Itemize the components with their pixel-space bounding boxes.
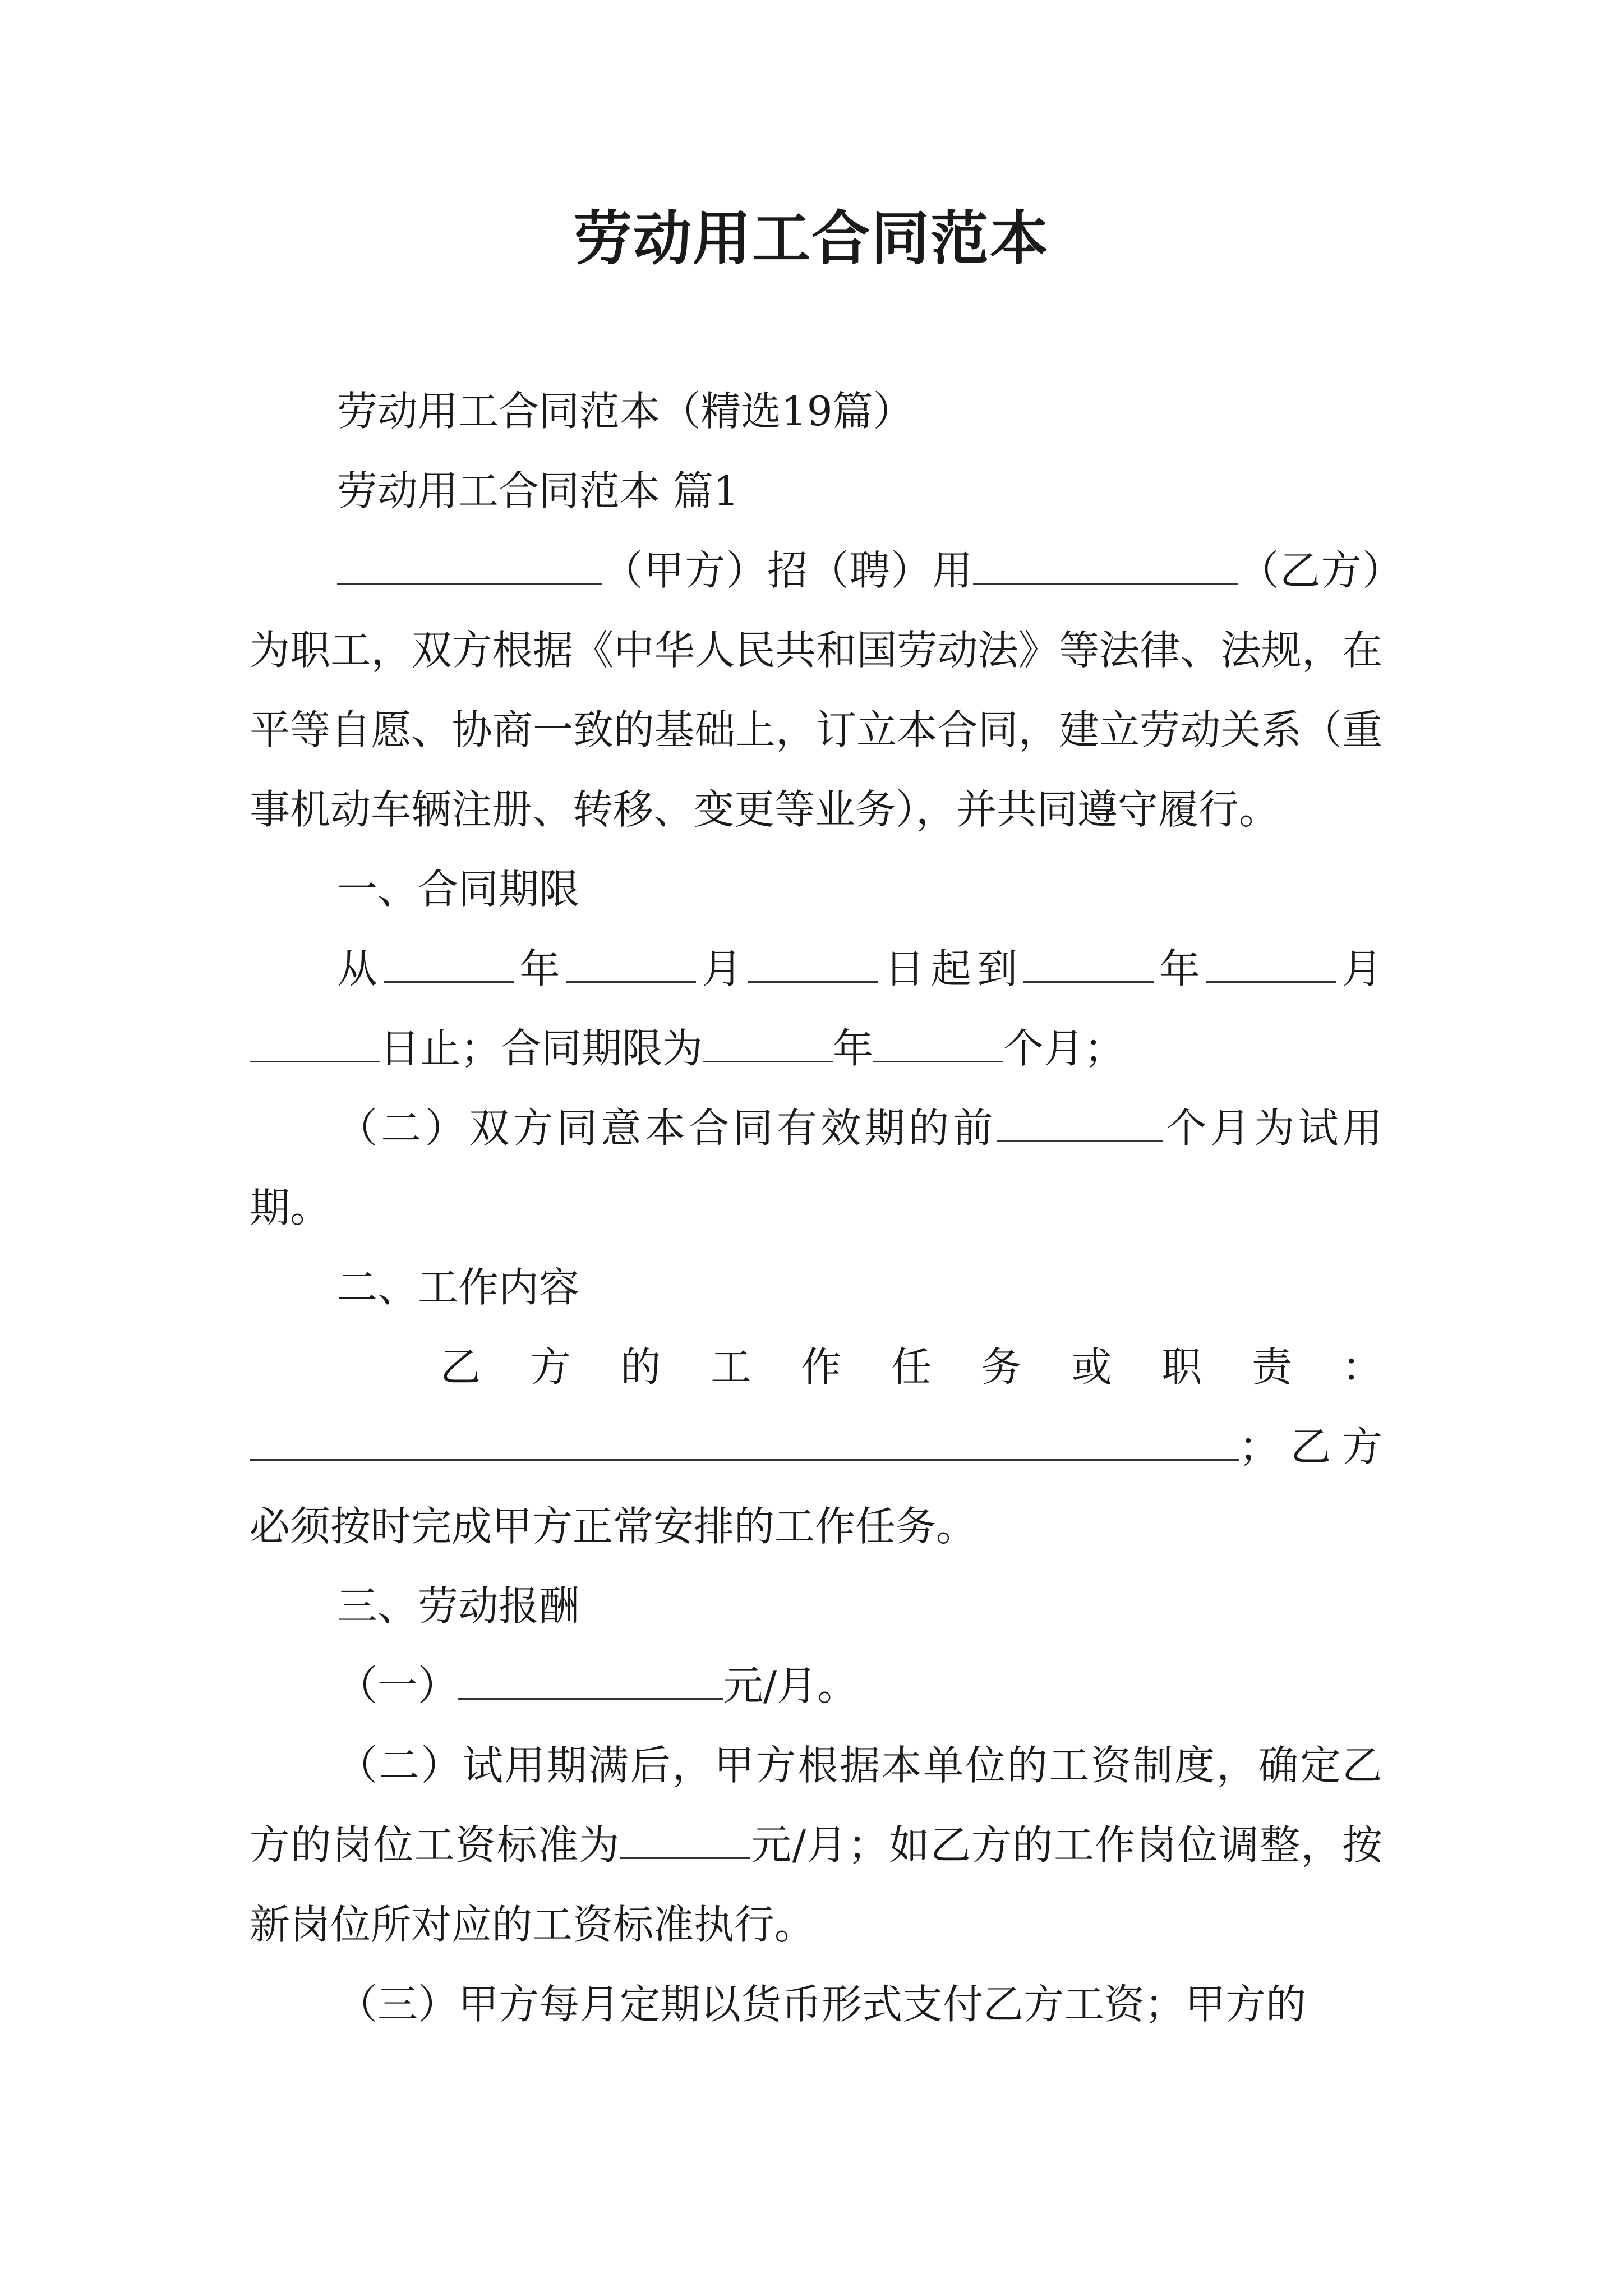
intro-paragraph [250, 531, 1382, 849]
pay-item-2-post: 元/月；如乙方的工作岗位调整，按新岗位所对应的工资标准执行。 [250, 1821, 1382, 1948]
duty-char: 责 [1252, 1343, 1293, 1391]
section-heading: 劳动用工合同范本 篇1 [337, 467, 739, 514]
term-day-end-label: 日止；合同期限为 [380, 1025, 703, 1072]
term-years-label: 年 [833, 1025, 874, 1072]
duty-char: 或 [1071, 1343, 1112, 1391]
duty-char: 作 [801, 1343, 842, 1391]
pay-item-3: （三）甲方每月定期以货币形式支付乙方工资；甲方的 [337, 1981, 1307, 2028]
probation-months-blank[interactable] [997, 1099, 1163, 1142]
probation-post: 个月为试用期。 [250, 1105, 1382, 1231]
term-paragraph [250, 929, 1382, 1088]
term-month-label: 月 [696, 945, 749, 992]
duty-char: 方 [530, 1343, 571, 1391]
end-day-blank[interactable] [250, 1019, 380, 1062]
pay-heading: 三、劳动报酬 [337, 1582, 580, 1630]
term-day-start-label: 日起到 [878, 945, 1023, 992]
pay-item-1-post: 元/月。 [723, 1662, 858, 1709]
document-title: 劳动用工合同范本 [573, 204, 1049, 273]
start-year-blank[interactable] [384, 940, 514, 983]
post-wage-blank[interactable] [620, 1816, 750, 1859]
term-year-label: 年 [513, 945, 566, 992]
pay-item-1-pre: （一） [337, 1662, 459, 1709]
duty-char: 工 [711, 1343, 751, 1391]
probation-pre: （二）双方同意本合同有效期的前 [337, 1105, 997, 1152]
start-month-blank[interactable] [566, 940, 696, 983]
pay-item-2-pre: （二）试用期满后，甲方根据本单位的工资制度，确定乙方的岗位工资标准为 [250, 1742, 1382, 1869]
start-day-blank[interactable] [748, 940, 878, 983]
end-month-blank[interactable] [1206, 940, 1336, 983]
term-end-year-label: 年 [1153, 945, 1206, 992]
term-end-month-label: 月 [1336, 945, 1382, 992]
duty-char: 乙 [440, 1343, 481, 1391]
pay-item-1 [250, 1646, 1382, 1726]
subtitle: 劳动用工合同范本（精选19篇） [337, 388, 914, 435]
party-a-label: （甲方）招（聘）用 [602, 547, 974, 594]
party-b-label: （乙方）为职工，双方根据《中华人民共和国劳动法》等法律、法规，在平等自愿、协商一致的基础上，订立本合同，建立劳动关系（重事机动车辆注册、转移、变更等业务），并共同遵守履行。 [250, 547, 1382, 833]
party-a-blank[interactable] [337, 541, 602, 585]
term-years-blank[interactable] [703, 1019, 833, 1062]
end-year-blank[interactable] [1023, 940, 1154, 983]
duty-spread-line [250, 1327, 1382, 1407]
duty-char: 任 [891, 1343, 932, 1391]
probation-paragraph [250, 1088, 1382, 1248]
duty-paragraph [250, 1327, 1382, 1566]
duty-after: ；乙方必须按时完成甲方正常安排的工作任务。 [250, 1423, 1382, 1550]
term-months-blank[interactable] [873, 1019, 1003, 1062]
duty-char: 职 [1161, 1343, 1202, 1391]
document-body [250, 371, 1382, 2044]
duty-blank[interactable] [250, 1418, 1239, 1461]
term-from: 从 [337, 945, 384, 992]
monthly-pay-blank[interactable] [458, 1657, 723, 1700]
pay-item-2 [250, 1726, 1382, 1964]
party-b-blank[interactable] [973, 541, 1238, 585]
duty-continuation [250, 1407, 1382, 1566]
duty-char: ： [1341, 1343, 1382, 1391]
duty-char: 的 [620, 1343, 661, 1391]
work-heading: 二、工作内容 [337, 1264, 580, 1311]
term-heading: 一、合同期限 [337, 866, 580, 913]
term-months-label: 个月； [1003, 1025, 1125, 1072]
duty-char: 务 [981, 1343, 1022, 1391]
